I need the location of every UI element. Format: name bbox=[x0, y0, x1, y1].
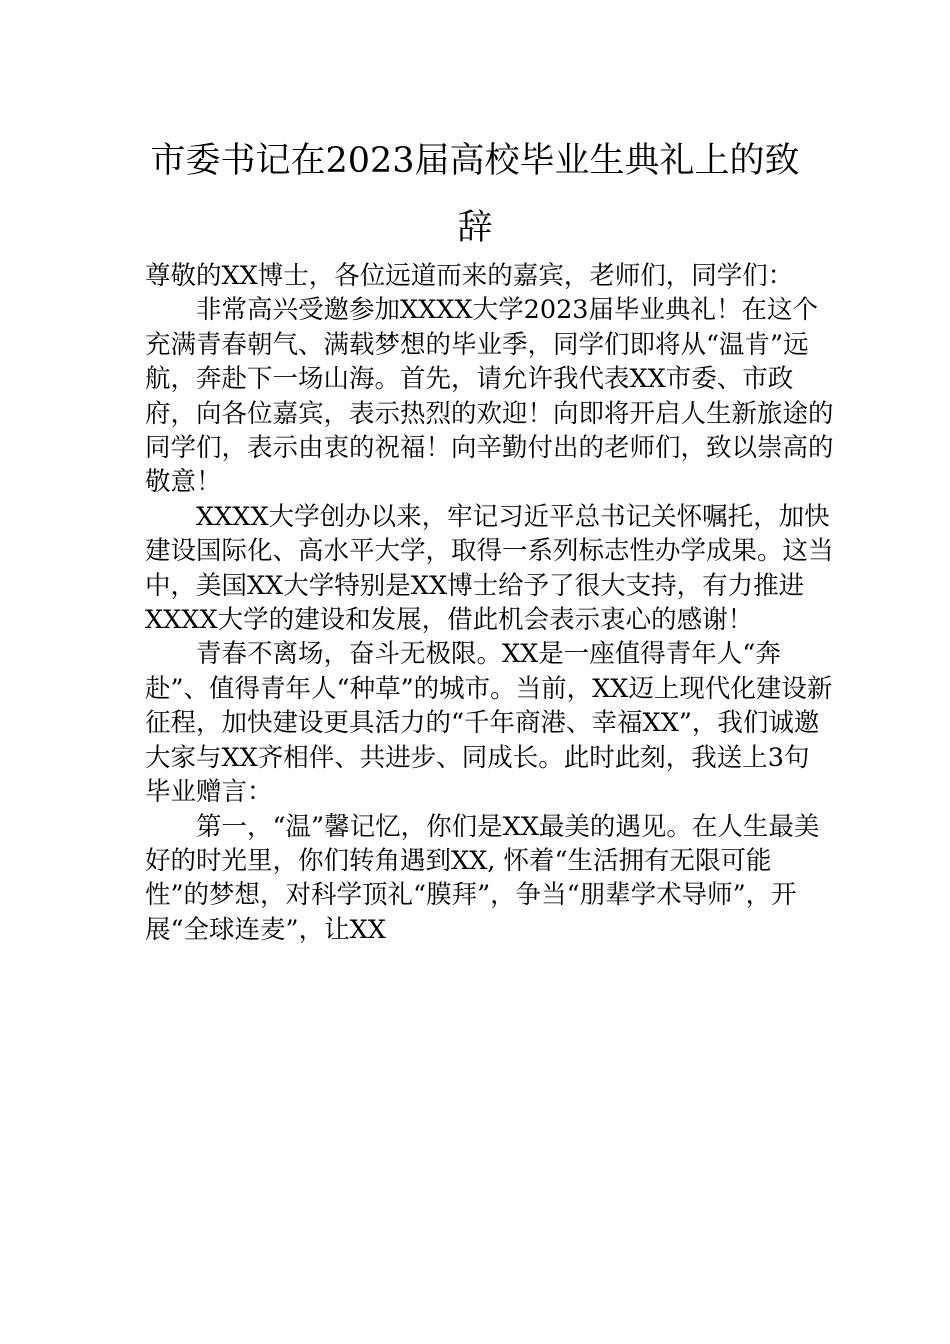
paragraph-city: 青春不离场，奋斗无极限。XX是一座值得青年人“奔赴”、值得青年人“种草”的城市。当前，XX迈上现代化建设新征程，加快建设更具活力的“千年商港、幸福XX”，我们诚邀大家与XX齐相伴、共进步、同成长。此时此刻，我送上3句毕业赠言： bbox=[145, 639, 833, 808]
salutation: 尊敬的XX博士，各位远道而来的嘉宾，老师们，同学们： bbox=[145, 261, 794, 291]
paragraph-welcome: 非常高兴受邀参加XXXX大学2023届毕业典礼！在这个充满青春朝气、满载梦想的毕业季，同学们即将从“温肯”远航，奔赴下一场山海。首先，请允许我代表XX市委、市政府，向各位嘉宾，表示热烈的欢迎！向即将开启人生新旅途的同学们，表示由衷的祝福！向辛勤付出的老师们，致以崇高的敬意！ bbox=[145, 295, 834, 498]
document-body bbox=[145, 259, 835, 947]
paragraph-thanks: XXXX大学创办以来，牢记习近平总书记关怀嘱托，加快建设国际化、高水平大学，取得一系列标志性办学成果。这当中，美国XX大学特别是XX博士给予了很大支持，有力推进XXXX大学的建设和发展，借此机会表示衷心的感谢！ bbox=[145, 501, 834, 636]
document-title-continued: 辞 bbox=[457, 208, 493, 248]
document-title: 市委书记在2023届高校毕业生典礼上的致 bbox=[150, 141, 800, 181]
paragraph-first-message: 第一，“温”馨记忆，你们是XX最美的遇见。在人生最美好的时光里，你们转角遇到XX, 怀着“生活拥有无限可能性”的梦想，对科学顶礼“膜拜”，争当“朋辈学术导师”，开展“全球连麦”，让XX bbox=[145, 811, 820, 945]
